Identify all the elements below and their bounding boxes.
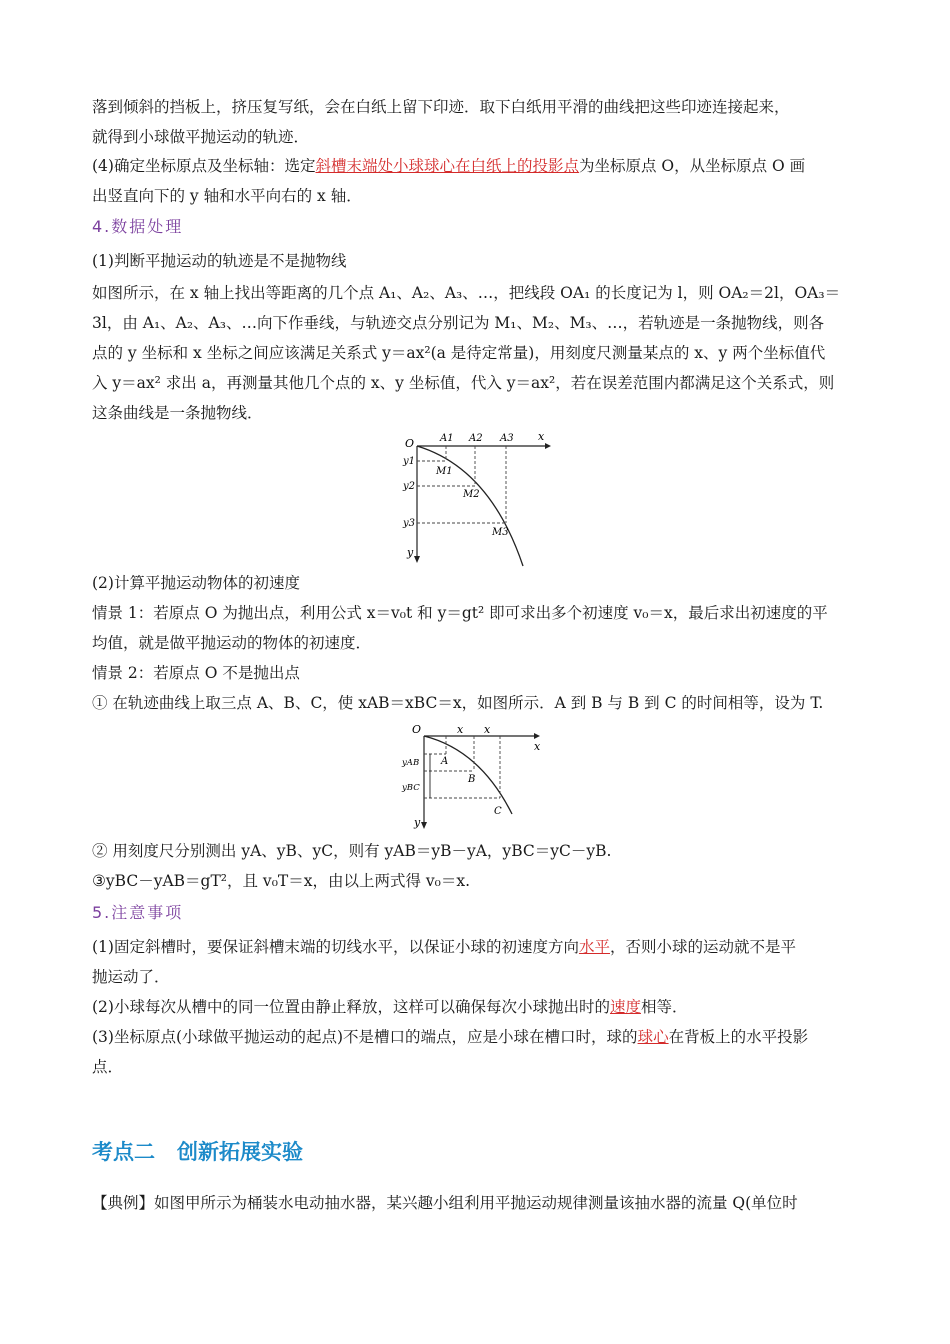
fig2-yab-label: yAB (402, 758, 420, 768)
fig1-a3-label: A3 (500, 433, 514, 444)
section-heading (92, 1136, 325, 1166)
note2-prefix: (2)小球每次从槽中的同一位置由静止释放，这样可以确保每次小球抛出时的 (92, 998, 610, 1016)
judge-line-4: 入 y＝ax² 求出 a，再测量其他几个点的 x、y 坐标值，代入 y＝ax²，若在误差范围内都满足这个关系式，则 (92, 374, 835, 392)
fig2-ybc-label: yBC (402, 783, 420, 793)
fig2-point-b: B (468, 774, 476, 785)
scene2-step-2: ② 用刻度尺分别测出 yA、yB、yC，则有 yAB＝yB－yA，yBC＝yC－yB. (92, 842, 612, 860)
scene2-line: 情景 2：若原点 O 不是抛出点 (92, 664, 300, 682)
judge-title: (1)判断平抛运动的轨迹是不是抛物线 (92, 252, 347, 270)
step4-highlight: 斜槽末端处小球球心在白纸上的投影点 (315, 157, 579, 175)
trajectory-figure-1 (395, 428, 555, 568)
fig2-segment-x-1: x (457, 723, 464, 736)
fig2-segment-x-2: x (484, 723, 491, 736)
trajectory-figure-2 (400, 720, 550, 832)
note3-line-2: 点． (92, 1058, 124, 1076)
judge-line-5: 这条曲线是一条抛物线． (92, 404, 263, 422)
step4-suffix: 为坐标原点 O，从坐标原点 O 画 (578, 157, 806, 175)
fig1-a2-label: A2 (469, 433, 483, 444)
step4-line-2: 出竖直向下的 y 轴和水平向右的 x 轴． (92, 187, 362, 205)
fig1-y3-label: y3 (403, 518, 416, 529)
fig2-point-a: A (441, 756, 449, 767)
fig1-y-label: y (407, 546, 414, 559)
fig1-x-label: x (538, 430, 545, 443)
step4-prefix: (4)确定坐标原点及坐标轴：选定 (92, 157, 316, 175)
fig1-m1-label: M1 (436, 466, 453, 477)
note2-line (92, 992, 688, 1022)
fig1-y-arrow (414, 556, 420, 563)
note3-line-1 (92, 1022, 808, 1052)
scene2-step-1: ① 在轨迹曲线上取三点 A、B、C，使 xAB＝xBC＝x，如图所示．A 到 B 与 B 到 C 的时间相等，设为 T. (92, 694, 824, 712)
scene1-line-1: 情景 1：若原点 O 为抛出点，利用公式 x＝v₀t 和 y＝gt² 即可求出多个初速度 v₀＝x，最后求出初速度的平 (92, 604, 828, 622)
note3-suffix: 在背板上的水平投影 (668, 1028, 809, 1046)
note1-prefix: (1)固定斜槽时，要保证斜槽末端的切线水平，以保证小球的初速度方向 (92, 938, 579, 956)
note2-highlight: 速度 (609, 998, 641, 1016)
fig1-x-arrow (545, 443, 551, 449)
step4-line-1 (92, 151, 805, 181)
intro-line-1: 落到倾斜的挡板上，挤压复写纸，会在白纸上留下印迹．取下白纸用平滑的曲线把这些印迹连接起来， (92, 98, 790, 116)
fig1-y1-label: y1 (403, 456, 416, 467)
judge-line-3: 点的 y 坐标和 x 坐标之间应该满足关系式 y＝ax²(a 是待定常量)，用刻度尺测量某点的 x、y 两个坐标值代 (92, 344, 826, 362)
fig2-x-label: x (534, 740, 541, 753)
fig1-y2-label: y2 (403, 481, 416, 492)
fig2-origin-label: O (412, 723, 422, 736)
judge-line-2: 3l，由 A₁、A₂、A₃、…向下作垂线，与轨迹交点分别记为 M₁、M₂、M₃、…，若轨迹是一条抛物线，则各 (92, 314, 825, 332)
heading-data-processing: 4.数据处理 (92, 217, 184, 236)
fig1-a1-label: A1 (440, 433, 454, 444)
velocity-title: (2)计算平抛运动物体的初速度 (92, 574, 300, 592)
fig2-point-c: C (494, 806, 502, 817)
fig1-m2-label: M2 (463, 489, 480, 500)
section-number: 考点二 (92, 1140, 155, 1164)
note1-line-1 (92, 932, 796, 962)
fig1-trajectory-curve (417, 446, 523, 566)
fig1-m3-label: M3 (492, 527, 509, 538)
section-title: 创新拓展实验 (177, 1140, 303, 1164)
scene2-step-3: ③yBC－yAB＝gT²，且 v₀T＝x，由以上两式得 v₀＝x. (92, 872, 471, 890)
note3-highlight: 球心 (637, 1028, 669, 1046)
note2-suffix: 相等． (640, 998, 688, 1016)
note1-line-2: 抛运动了． (92, 968, 170, 986)
scene1-line-2: 均值，就是做平抛运动的物体的初速度． (92, 634, 372, 652)
fig2-y-label: y (414, 816, 421, 829)
intro-line-2: 就得到小球做平抛运动的轨迹． (92, 128, 310, 146)
fig1-origin-label: O (405, 437, 415, 450)
note1-suffix: ，否则小球的运动就不是平 (609, 938, 796, 956)
note3-prefix: (3)坐标原点(小球做平抛运动的起点)不是槽口的端点，应是小球在槽口时，球的 (92, 1028, 638, 1046)
fig2-x-arrow (534, 733, 540, 739)
heading-notes: 5.注意事项 (92, 903, 184, 922)
note1-highlight: 水平 (578, 938, 610, 956)
fig2-y-arrow (421, 822, 427, 829)
judge-line-1: 如图所示，在 x 轴上找出等距离的几个点 A₁、A₂、A₃、…，把线段 OA₁ 的长度记为 l，则 OA₂＝2l，OA₃＝ (92, 284, 841, 302)
example-line: 【典例】如图甲所示为桶装水电动抽水器，某兴趣小组利用平抛运动规律测量该抽水器的流量 Q(单位时 (92, 1194, 798, 1212)
